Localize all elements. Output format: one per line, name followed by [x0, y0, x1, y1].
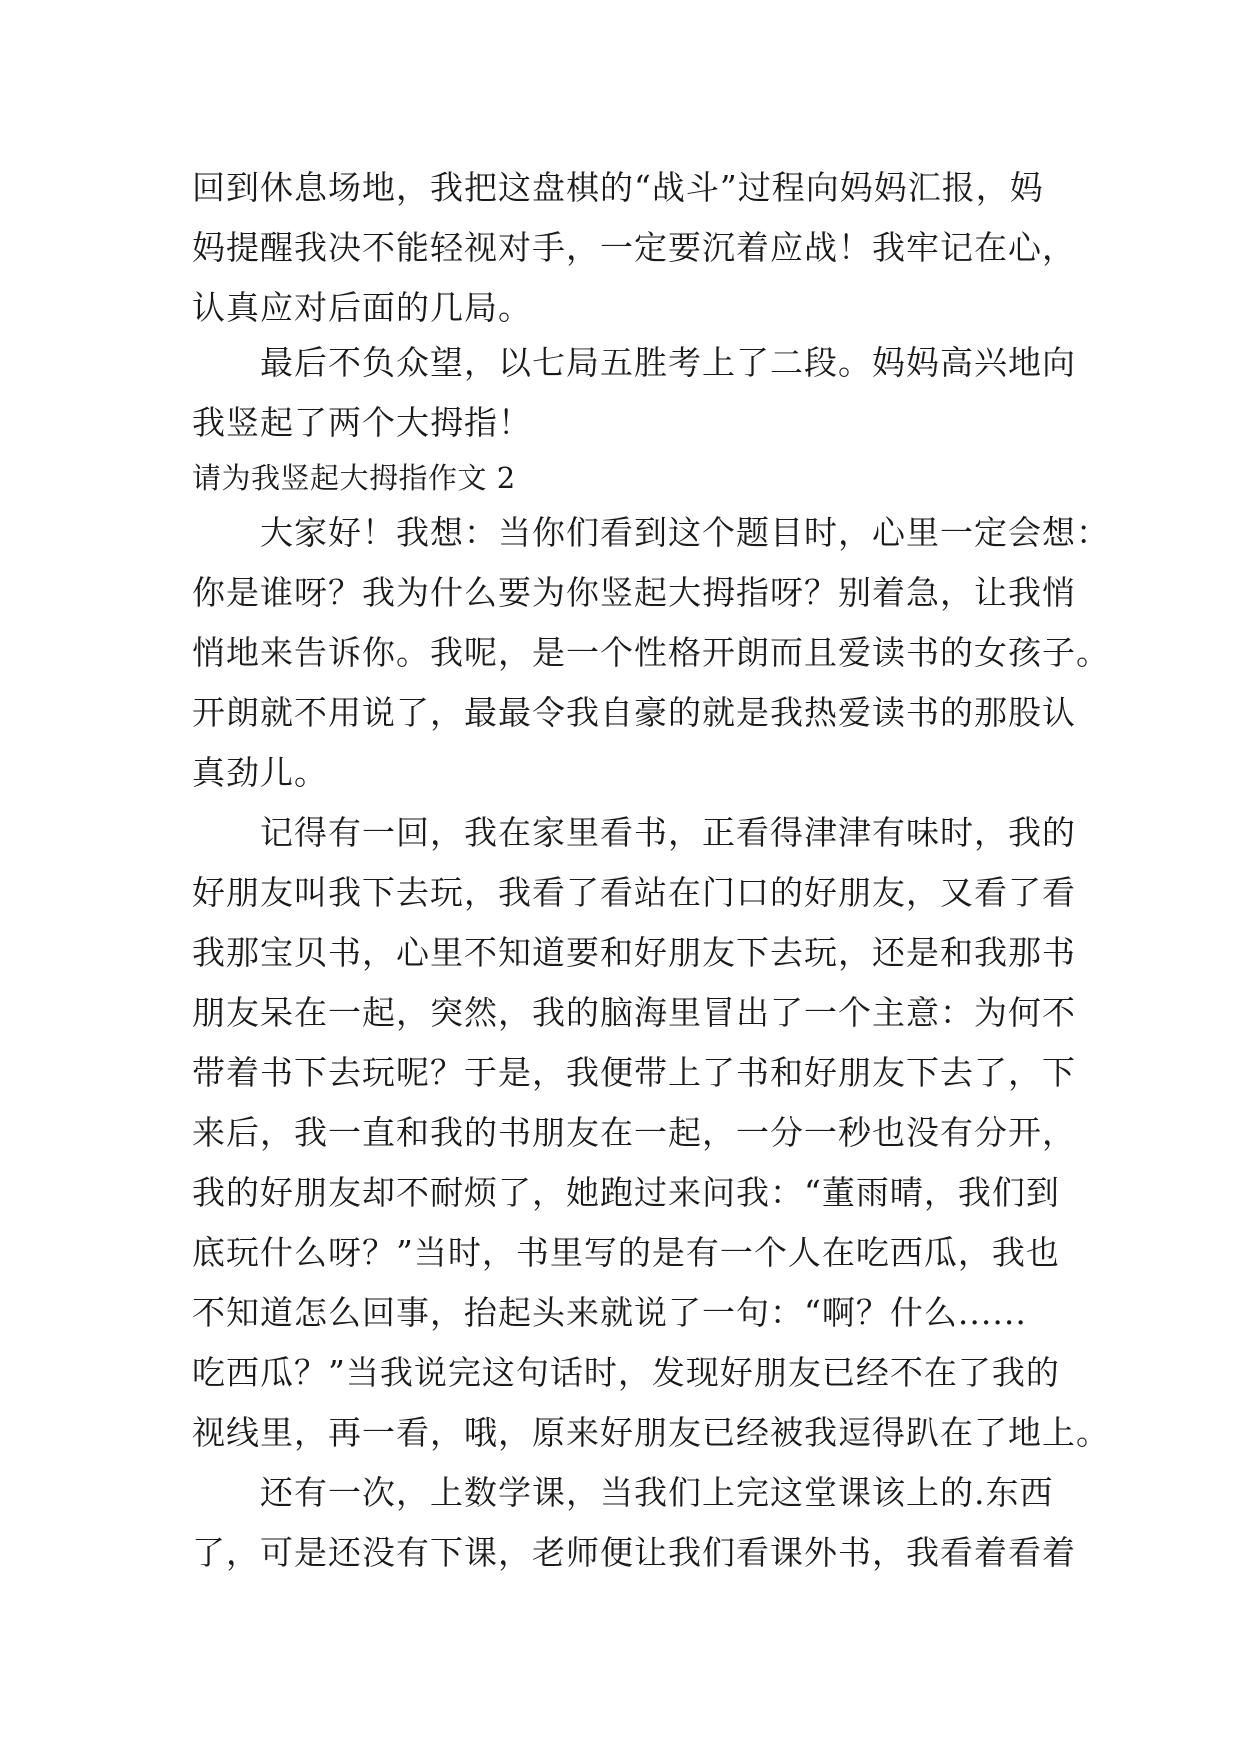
text-line: 吃西瓜？”当我说完这句话时，发现好朋友已经不在了我的 — [192, 1353, 1060, 1392]
text-line: 好朋友叫我下去玩，我看了看站在门口的好朋友，又看了看 — [192, 873, 1076, 912]
text-line: 带着书下去玩呢？于是，我便带上了书和好朋友下去了，下 — [192, 1053, 1076, 1092]
text-line: 底玩什么呀？”当时，书里写的是有一个人在吃西瓜，我也 — [192, 1233, 1060, 1272]
paragraph-start: 记得有一回，我在家里看书，正看得津津有味时，我的 — [192, 813, 1076, 852]
text-line: 来后，我一直和我的书朋友在一起，一分一秒也没有分开， — [192, 1113, 1076, 1152]
text-line: 开朗就不用说了，最最令我自豪的就是我热爱读书的那股认 — [192, 693, 1076, 732]
text-line: 我的好朋友却不耐烦了，她跑过来问我：“董雨晴，我们到 — [192, 1173, 1060, 1212]
text-line: 我竖起了两个大拇指！ — [192, 403, 532, 442]
text-line: 悄地来告诉你。我呢，是一个性格开朗而且爱读书的女孩子。 — [192, 633, 1110, 672]
paragraph-start: 还有一次，上数学课，当我们上完这堂课该上的.东西 — [192, 1473, 1054, 1512]
text-line: 妈提醒我决不能轻视对手，一定要沉着应战！我牢记在心， — [192, 228, 1076, 267]
paragraph-start: 最后不负众望，以七局五胜考上了二段。妈妈高兴地向 — [192, 343, 1076, 382]
text-line: 你是谁呀？我为什么要为你竖起大拇指呀？别着急，让我悄 — [192, 573, 1076, 612]
text-line: 了，可是还没有下课，老师便让我们看课外书，我看着看着 — [192, 1533, 1076, 1572]
text-line: 朋友呆在一起，突然，我的脑海里冒出了一个主意：为何不 — [192, 993, 1076, 1032]
text-line: 认真应对后面的几局。 — [192, 288, 532, 327]
paragraph-start: 大家好！我想：当你们看到这个题目时，心里一定会想： — [192, 513, 1110, 552]
text-line: 真劲儿。 — [192, 753, 328, 792]
text-line: 回到休息场地，我把这盘棋的“战斗”过程向妈妈汇报，妈 — [192, 168, 1044, 207]
text-line: 我那宝贝书，心里不知道要和好朋友下去玩，还是和我那书 — [192, 933, 1076, 972]
section-heading: 请为我竖起大拇指作文 2 — [192, 461, 516, 495]
text-line: 不知道怎么回事，抬起头来就说了一句：“啊？什么...... — [192, 1293, 1027, 1332]
text-line: 视线里，再一看，哦，原来好朋友已经被我逗得趴在了地上。 — [192, 1413, 1110, 1452]
